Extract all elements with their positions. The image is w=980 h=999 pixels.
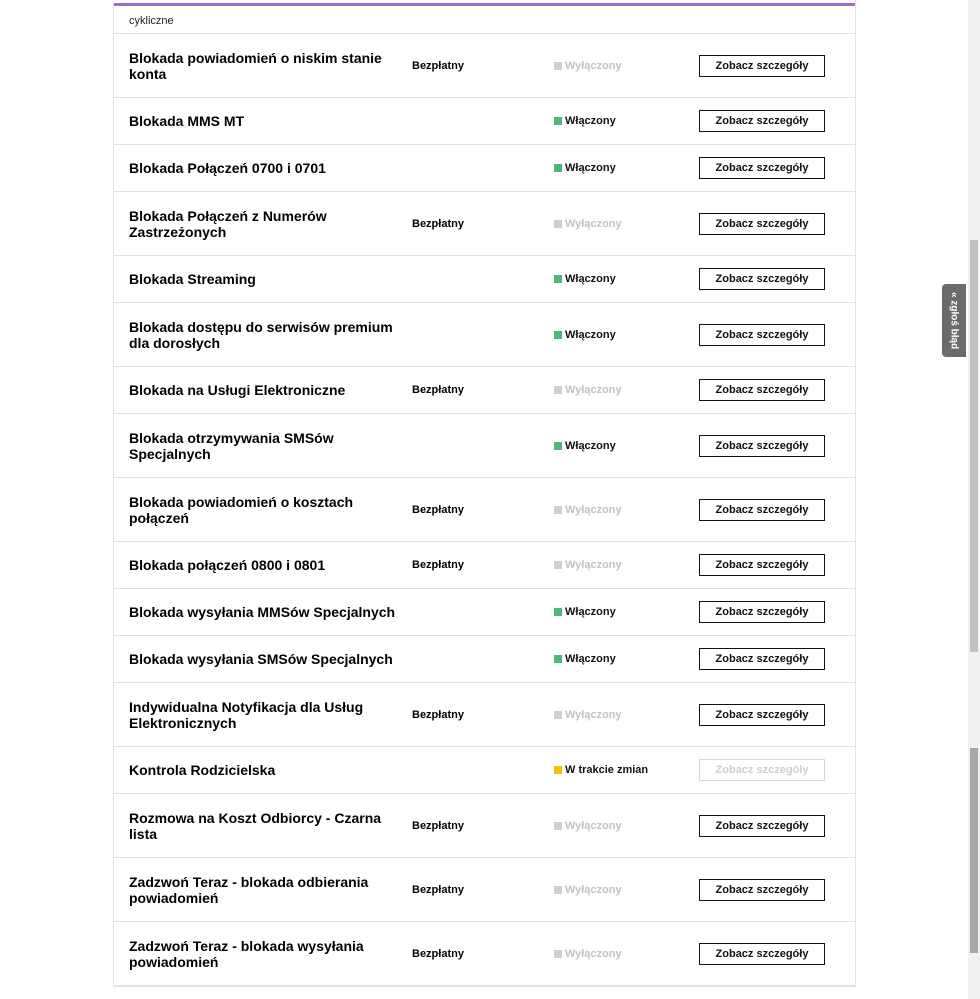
scrollbar-thumb[interactable]	[970, 240, 978, 652]
service-row	[114, 636, 855, 683]
details-button[interactable]: Zobacz szczegóły	[699, 213, 825, 235]
status-text: Wyłączony	[565, 947, 622, 960]
service-name: Zadzwoń Teraz - blokada odbierania powiadomień	[129, 873, 369, 906]
service-row	[114, 858, 855, 922]
status-square-icon	[554, 62, 562, 70]
status-indicator	[554, 606, 699, 618]
service-name: Blokada powiadomień o kosztach połączeń	[129, 493, 354, 526]
status-square-icon	[554, 655, 562, 663]
status-square-icon	[554, 608, 562, 616]
details-button[interactable]: Zobacz szczegóły	[699, 157, 825, 179]
status-text: Włączony	[565, 115, 616, 127]
service-name: Blokada Połączeń 0700 i 0701	[129, 160, 326, 176]
status-indicator	[554, 559, 699, 571]
status-indicator	[554, 384, 699, 396]
service-name: Kontrola Rodzicielska	[129, 762, 276, 778]
service-row	[114, 683, 855, 747]
service-price: Bezpłatny	[412, 59, 464, 72]
service-row	[114, 922, 855, 986]
details-button[interactable]: Zobacz szczegóły	[699, 499, 825, 521]
details-button[interactable]: Zobacz szczegóły	[699, 648, 825, 670]
service-name: Blokada wysyłania SMSów Specjalnych	[129, 651, 393, 667]
status-text: Włączony	[565, 439, 616, 452]
status-square-icon	[554, 331, 562, 339]
details-button: Zobacz szczegóły	[699, 759, 825, 781]
service-row	[114, 98, 855, 145]
status-square-icon	[554, 117, 562, 125]
service-row	[114, 478, 855, 542]
service-price: Bezpłatny	[412, 819, 464, 832]
details-button[interactable]: Zobacz szczegóły	[699, 879, 825, 901]
services-list	[114, 34, 855, 986]
details-button[interactable]: Zobacz szczegóły	[699, 55, 825, 77]
service-row	[114, 542, 855, 589]
service-name: Blokada MMS MT	[129, 113, 245, 129]
status-text: Włączony	[565, 328, 616, 341]
service-name: Blokada wysyłania MMSów Specjalnych	[129, 604, 396, 620]
status-square-icon	[554, 220, 562, 228]
service-row	[114, 414, 855, 478]
status-text: Wyłączony	[565, 883, 622, 896]
details-button[interactable]: Zobacz szczegóły	[699, 435, 825, 457]
details-button[interactable]: Zobacz szczegóły	[699, 704, 825, 726]
details-button[interactable]: Zobacz szczegóły	[699, 815, 825, 837]
status-square-icon	[554, 886, 562, 894]
status-indicator	[554, 504, 699, 516]
status-text: Wyłączony	[565, 559, 622, 571]
service-price: Bezpłatny	[412, 384, 464, 396]
service-row	[114, 747, 855, 794]
status-indicator	[554, 884, 699, 896]
status-square-icon	[554, 275, 562, 283]
service-name: Blokada otrzymywania SMSów Specjalnych	[129, 429, 334, 462]
status-indicator	[554, 218, 699, 230]
status-text: Włączony	[565, 653, 616, 665]
status-text: W trakcie zmian	[565, 764, 649, 776]
status-indicator	[554, 60, 699, 72]
service-row	[114, 34, 855, 98]
details-button[interactable]: Zobacz szczegóły	[699, 601, 825, 623]
service-row	[114, 589, 855, 636]
service-name: Rozmowa na Koszt Odbiorcy - Czarna lista	[129, 809, 382, 842]
scrollbar-thumb-secondary[interactable]	[970, 748, 978, 953]
status-square-icon	[554, 561, 562, 569]
status-indicator	[554, 653, 699, 665]
service-name: Indywidualna Notyfikacja dla Usług Elektronicznych	[129, 698, 364, 731]
status-text: Wyłączony	[565, 708, 622, 721]
status-text: Włączony	[565, 162, 616, 174]
service-name: Blokada powiadomień o niskim stanie konta	[129, 49, 382, 82]
status-square-icon	[554, 386, 562, 394]
status-text: Wyłączony	[565, 59, 622, 72]
service-row	[114, 794, 855, 858]
status-indicator	[554, 162, 699, 174]
section-label: cykliczne	[114, 6, 855, 34]
report-error-tab[interactable]	[942, 284, 966, 357]
service-price: Bezpłatny	[412, 947, 464, 960]
status-text: Włączony	[565, 273, 616, 285]
details-button[interactable]: Zobacz szczegóły	[699, 943, 825, 965]
status-text: Wyłączony	[565, 384, 622, 396]
status-indicator	[554, 115, 699, 127]
service-name: Zadzwoń Teraz - blokada wysyłania powiadomień	[129, 937, 364, 970]
service-price: Bezpłatny	[412, 559, 464, 571]
status-text: Wyłączony	[565, 819, 622, 832]
status-indicator	[554, 329, 699, 341]
details-button[interactable]: Zobacz szczegóły	[699, 324, 825, 346]
status-square-icon	[554, 766, 562, 774]
service-row	[114, 367, 855, 414]
service-name: Blokada na Usługi Elektroniczne	[129, 382, 346, 398]
service-name: Blokada Połączeń z Numerów Zastrzeżonych	[129, 207, 327, 240]
status-square-icon	[554, 506, 562, 514]
status-indicator	[554, 440, 699, 452]
service-price: Bezpłatny	[412, 883, 464, 896]
service-price: Bezpłatny	[412, 708, 464, 721]
status-indicator	[554, 709, 699, 721]
service-price: Bezpłatny	[412, 217, 464, 230]
report-error-label: « zgłoś błąd	[948, 291, 960, 350]
details-button[interactable]: Zobacz szczegóły	[699, 379, 825, 401]
service-name: Blokada dostępu do serwisów premium dla dorosłych	[129, 318, 393, 351]
status-indicator	[554, 273, 699, 285]
details-button[interactable]: Zobacz szczegóły	[699, 554, 825, 576]
status-square-icon	[554, 442, 562, 450]
status-text: Wyłączony	[565, 217, 622, 230]
status-square-icon	[554, 711, 562, 719]
status-indicator	[554, 820, 699, 832]
details-button[interactable]: Zobacz szczegóły	[699, 268, 825, 290]
service-name: Blokada Streaming	[129, 271, 256, 287]
service-price: Bezpłatny	[412, 503, 464, 516]
service-row	[114, 192, 855, 256]
scrollbar[interactable]	[968, 0, 980, 999]
services-panel	[113, 0, 856, 987]
status-indicator	[554, 948, 699, 960]
status-square-icon	[554, 164, 562, 172]
status-indicator	[554, 764, 699, 776]
status-text: Wyłączony	[565, 503, 622, 516]
service-row	[114, 145, 855, 192]
status-square-icon	[554, 822, 562, 830]
status-square-icon	[554, 950, 562, 958]
status-text: Włączony	[565, 606, 616, 618]
service-row	[114, 256, 855, 303]
service-name: Blokada połączeń 0800 i 0801	[129, 557, 326, 573]
details-button[interactable]: Zobacz szczegóły	[699, 110, 825, 132]
service-row	[114, 303, 855, 367]
